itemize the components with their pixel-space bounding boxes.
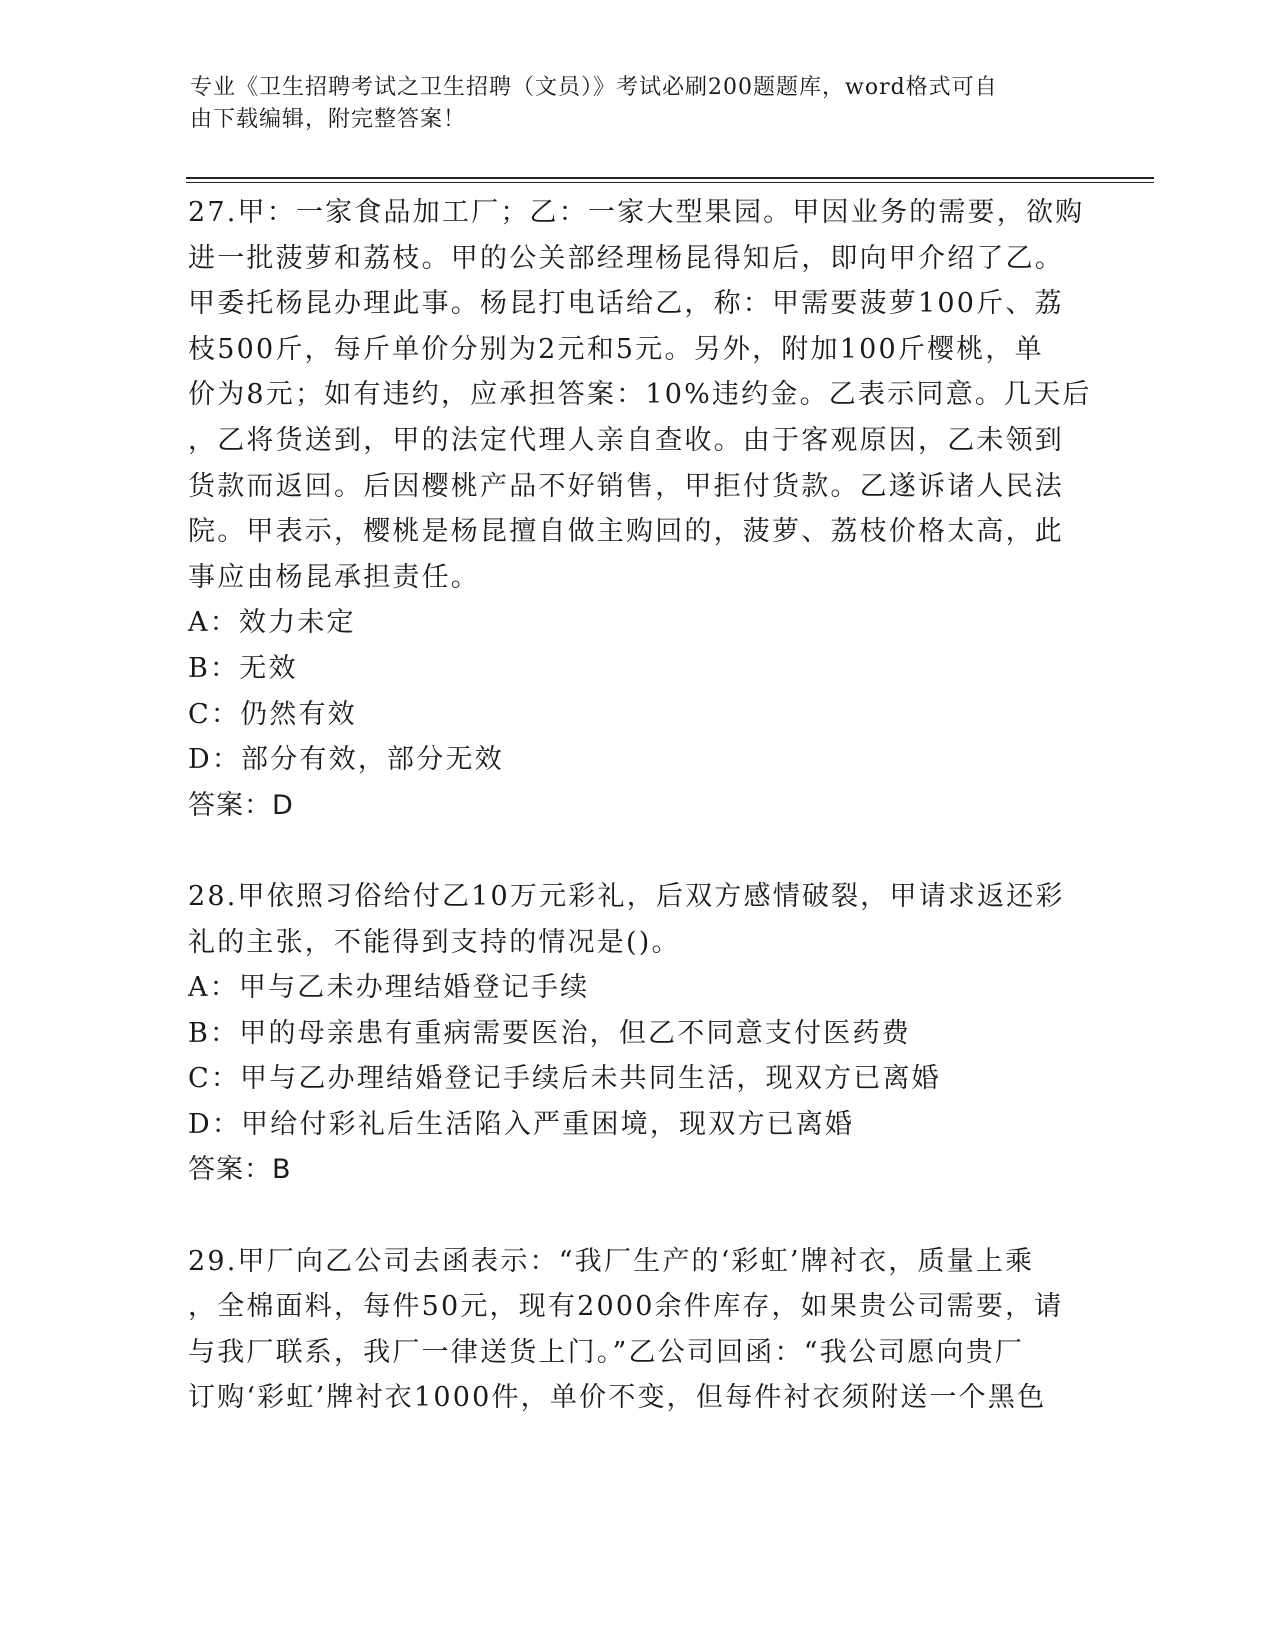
option-d: D：部分有效，部分无效: [188, 744, 504, 776]
question-text-line: 事应由杨昆承担责任。: [188, 561, 480, 593]
option-c: C：仍然有效: [188, 698, 357, 730]
question-list: [188, 190, 1092, 1421]
answer-line: 答案：B: [188, 1154, 292, 1186]
question-text-line: 枝500斤，每斤单价分别为2元和5元。另外，附加100斤樱桃，单: [188, 333, 1044, 365]
question-text-line: ，乙将货送到，甲的法定代理人亲自查收。由于客观原因，乙未领到: [188, 424, 1064, 456]
question-text-line: 进一批菠萝和荔枝。甲的公关部经理杨昆得知后，即向甲介绍了乙。: [188, 242, 1064, 274]
question-spacer: [188, 828, 1088, 874]
page-header: [190, 72, 1070, 136]
question-text-line: 价为8元；如有违约，应承担答案：10%违约金。乙表示同意。几天后: [188, 379, 1092, 411]
answer-line: 答案：D: [188, 789, 294, 821]
header-divider-thin: [186, 182, 1154, 183]
question-text-line: 甲委托杨昆办理此事。杨昆打电话给乙，称：甲需要菠萝100斤、荔: [188, 288, 1064, 320]
question-text-line: ，全棉面料，每件50元，现有2000余件库存，如果贵公司需要，请: [188, 1291, 1064, 1323]
question-text-line: 29.甲厂向乙公司去函表示：“我厂生产的‘彩虹’牌衬衣，质量上乘: [188, 1245, 1035, 1277]
question-28: [188, 874, 1088, 1193]
header-line: 由下载编辑，附完整答案！: [190, 107, 467, 132]
question-text-line: 货款而返回。后因樱桃产品不好销售，甲拒付货款。乙遂诉诸人民法: [188, 470, 1064, 502]
option-a: A：甲与乙未办理结婚登记手续: [188, 972, 590, 1004]
question-text-line: 订购‘彩虹’牌衬衣1000件，单价不变，但每件衬衣须附送一个黑色: [188, 1382, 1047, 1414]
question-27: [188, 190, 1092, 828]
question-text-line: 27.甲：一家食品加工厂；乙：一家大型果园。甲因业务的需要，欲购: [188, 197, 1085, 228]
question-29: [188, 1239, 1088, 1421]
question-spacer: [188, 1193, 1088, 1239]
question-text-line: 28.甲依照习俗给付乙10万元彩礼，后双方感情破裂，甲请求返还彩: [188, 880, 1065, 912]
option-a: A：效力未定: [188, 607, 356, 639]
question-text-line: 院。甲表示，樱桃是杨昆擅自做主购回的，菠萝、荔枝价格太高，此: [188, 516, 1064, 548]
question-text-line: 礼的主张，不能得到支持的情况是()。: [188, 926, 681, 958]
option-d: D：甲给付彩礼后生活陷入严重困境，现双方已离婚: [188, 1108, 855, 1140]
header-line: 专业《卫生招聘考试之卫生招聘（文员）》考试必刷200题题库，word格式可自: [190, 75, 998, 100]
option-c: C：甲与乙办理结婚登记手续后未共同生活，现双方已离婚: [188, 1063, 941, 1095]
question-text-line: 与我厂联系，我厂一律送货上门。”乙公司回函：“我公司愿向贵厂: [188, 1336, 1025, 1368]
option-b: B：甲的母亲患有重病需要医治，但乙不同意支付医药费: [188, 1017, 911, 1049]
header-divider-thick: [186, 177, 1154, 179]
option-b: B：无效: [188, 652, 298, 684]
